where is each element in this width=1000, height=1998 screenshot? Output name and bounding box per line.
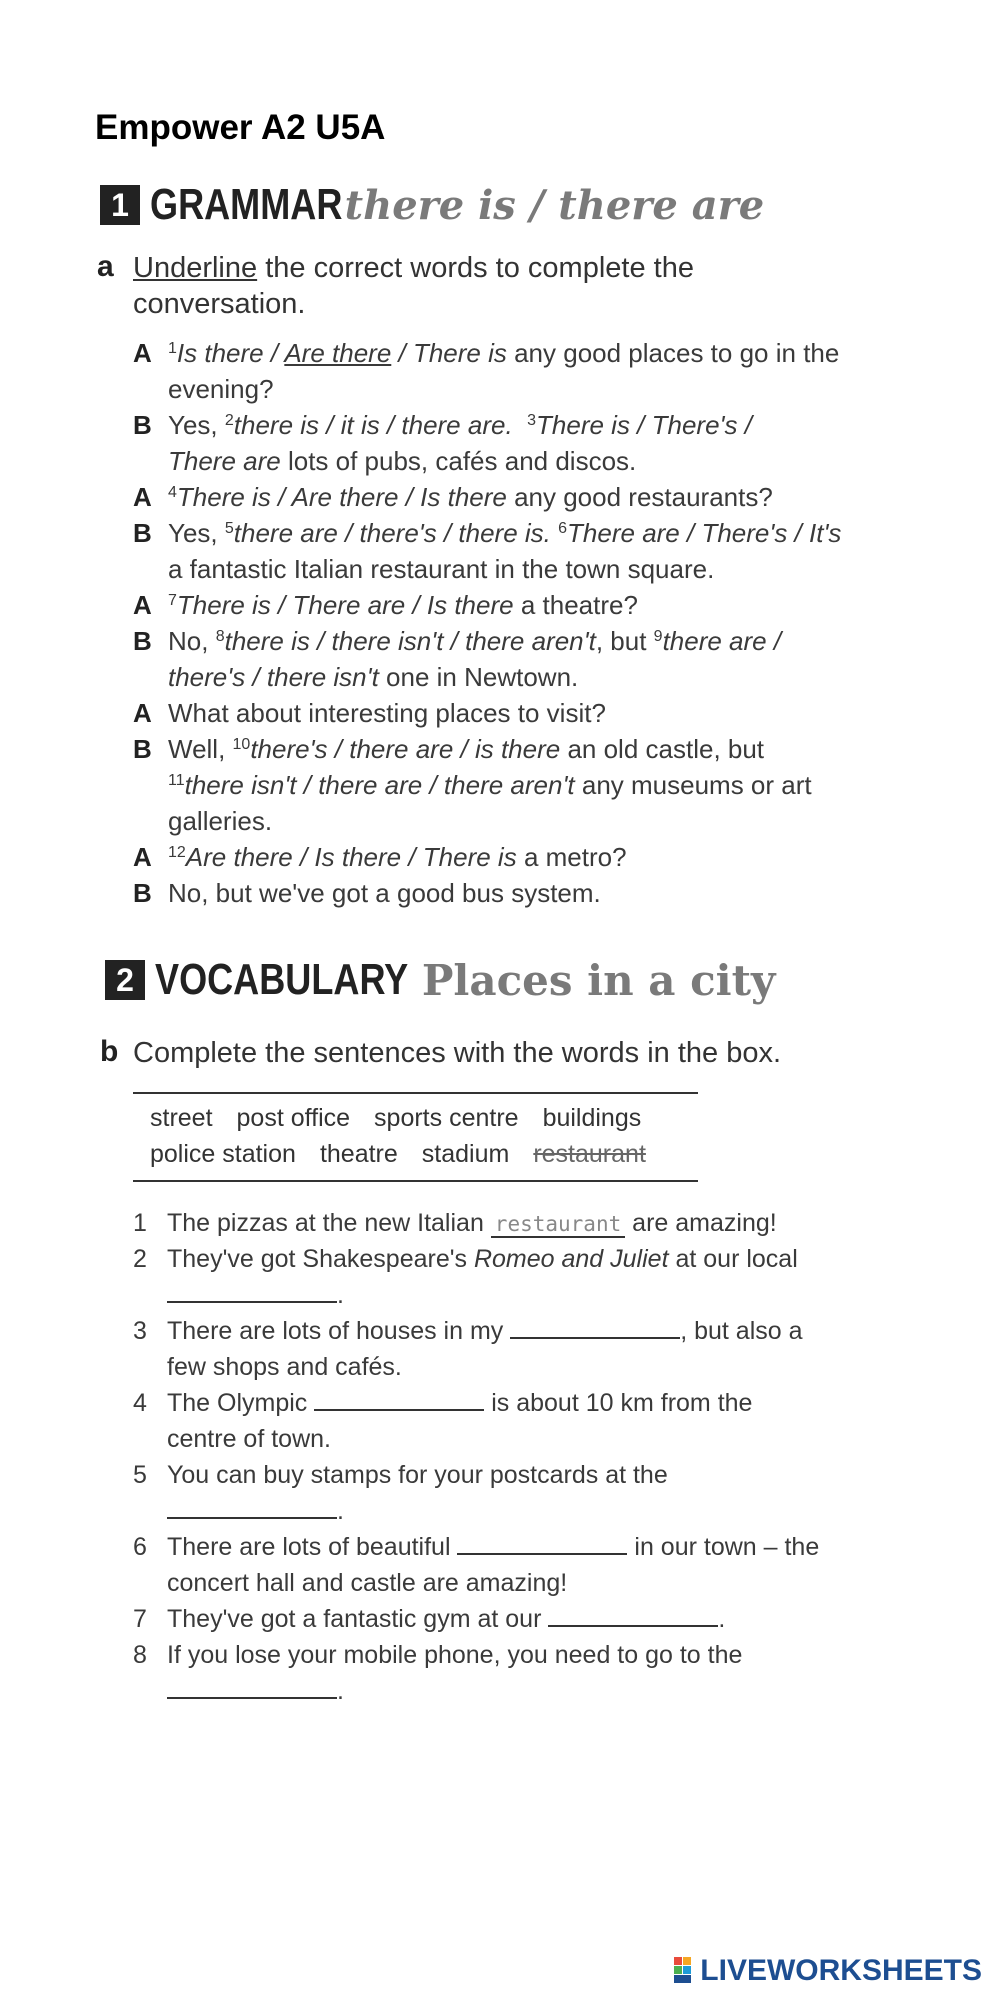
line-text: a fantastic Italian restaurant in the town square. [168, 554, 715, 584]
conversation-line [133, 479, 841, 515]
question-number: 10 [232, 736, 251, 753]
word-box-top-rule [133, 1092, 698, 1094]
speaker-label: B [133, 626, 152, 656]
answer-blank[interactable] [167, 1493, 337, 1519]
choice-options[interactable]: There is / There's / [536, 410, 752, 440]
line-text: No, [168, 626, 216, 656]
question-number: 4 [168, 484, 177, 501]
exercise-letter: b [100, 1035, 119, 1068]
conversation-line [133, 839, 841, 875]
question-number: 11 [168, 772, 185, 789]
line-text: any good places to go in the [506, 338, 840, 368]
sentence-text-italic: Romeo and Juliet [473, 1245, 669, 1273]
word-box-item: street [150, 1104, 213, 1132]
question-number: 1 [168, 340, 177, 357]
sentence-text: You can buy stamps for your postcards at the [167, 1461, 668, 1489]
conversation-line [133, 371, 841, 407]
sentence-text: centre of town. [167, 1425, 331, 1453]
sentence-number: 3 [133, 1317, 147, 1345]
word-box-item: buildings [542, 1104, 642, 1132]
sentence-item: . [133, 1493, 819, 1529]
question-number: 9 [653, 628, 663, 645]
speaker-label: A [133, 338, 152, 368]
word-box-row [150, 1140, 670, 1169]
line-text: Yes, [168, 518, 225, 548]
answer-blank[interactable] [510, 1313, 680, 1339]
sentence-item [133, 1637, 819, 1673]
liveworksheets-logo-icon [674, 1957, 700, 1985]
question-number: 7 [168, 592, 177, 609]
answer-blank[interactable] [457, 1529, 627, 1555]
choice-options[interactable]: There is / Are there / Is there [176, 482, 507, 512]
section-title: GRAMMAR [150, 180, 343, 229]
exercise-instruction [133, 250, 694, 322]
word-box-row [150, 1104, 665, 1133]
speaker-label: B [133, 410, 152, 440]
speaker-label: A [133, 482, 152, 512]
conversation-line [133, 695, 841, 731]
word-box-bottom-rule [133, 1180, 698, 1182]
speaker-label: A [133, 698, 152, 728]
sentence-text: are amazing! [625, 1209, 777, 1237]
sentence-text: There are lots of beautiful [167, 1533, 458, 1561]
speaker-label: B [133, 734, 152, 764]
line-text: a theatre? [513, 590, 638, 620]
word-box-item: stadium [421, 1140, 510, 1168]
line-text: any good restaurants? [506, 482, 773, 512]
line-text: What about interesting places to visit? [168, 698, 606, 728]
sentence-number: 2 [133, 1245, 147, 1273]
conversation-line [133, 443, 841, 479]
sentence-number: 1 [133, 1209, 147, 1237]
sentence-item [133, 1349, 819, 1385]
sentence-item: . [133, 1673, 819, 1709]
choice-options[interactable]: there's / there isn't [168, 662, 379, 692]
conversation-line [133, 587, 841, 623]
choice-options[interactable]: There are / There's / It's [567, 518, 842, 548]
question-number: 6 [558, 520, 568, 537]
instruction-underlined-word: Underline [133, 252, 258, 284]
answer-blank[interactable] [167, 1673, 337, 1699]
line-text: No, but we've got a good bus system. [168, 878, 601, 908]
sentence-text: concert hall and castle are amazing! [167, 1569, 568, 1597]
sentence-text: The pizzas at the new Italian [167, 1209, 491, 1237]
sentence-text: in our town – the [627, 1533, 820, 1561]
question-number: 5 [224, 520, 234, 537]
exercise-letter: a [97, 250, 114, 283]
sentence-text: , but also a [680, 1317, 803, 1345]
line-text: galleries. [168, 806, 273, 836]
section-subtitle: Places in a city [421, 955, 776, 1005]
section-number-badge: 2 [105, 960, 145, 1000]
conversation-line [133, 875, 841, 911]
conversation-line [133, 659, 841, 695]
conversation-line [133, 551, 841, 587]
choice-options[interactable]: there is / it is / there are. [233, 410, 513, 440]
line-text: any museums or art [574, 770, 812, 800]
sentence-item [133, 1529, 819, 1565]
sentence-item [133, 1205, 819, 1241]
sentence-text: The Olympic [167, 1389, 315, 1417]
answer-blank[interactable] [548, 1601, 718, 1627]
answer-blank[interactable] [167, 1277, 337, 1303]
sentence-number: 7 [133, 1605, 147, 1633]
logo-text: LIVEWORKSHEETS [700, 1954, 982, 1987]
choice-options[interactable]: Are there / Is there / There is [185, 842, 517, 872]
instruction-text: the correct words to complete the [257, 252, 694, 284]
sentence-text: is about 10 km from the [484, 1389, 753, 1417]
word-box-item-used: restaurant [533, 1140, 646, 1168]
conversation-line [133, 623, 841, 659]
sentence-item [133, 1385, 819, 1421]
example-answer: restaurant [491, 1212, 625, 1238]
speaker-label: A [133, 842, 152, 872]
line-text: a metro? [516, 842, 627, 872]
section-title: VOCABULARY [155, 955, 409, 1004]
conversation-line [133, 407, 841, 443]
sentence-item [133, 1421, 819, 1457]
question-number: 12 [168, 844, 186, 861]
sentence-text: at our local [668, 1245, 798, 1273]
section-number-badge: 1 [100, 185, 140, 225]
line-text: , but [595, 626, 654, 656]
choice-options[interactable]: there are / there's / there is. [233, 518, 551, 548]
conversation-line [133, 515, 841, 551]
sentence-number: 4 [133, 1389, 147, 1417]
document-title: Empower A2 U5A [95, 108, 386, 147]
sentence-item [133, 1313, 819, 1349]
question-number: 2 [224, 412, 234, 429]
sentence-item: . [133, 1277, 819, 1313]
speaker-label: B [133, 878, 152, 908]
line-text: evening? [168, 374, 274, 404]
line-text: lots of pubs, cafés and discos. [280, 446, 637, 476]
choice-options[interactable]: There are [168, 446, 281, 476]
choice-options[interactable]: There is / There are / Is there [176, 590, 514, 620]
sentence-text: If you lose your mobile phone, you need to go to the [167, 1641, 743, 1669]
answer-blank[interactable] [314, 1385, 484, 1411]
word-box-item: sports centre [374, 1104, 519, 1132]
conversation-line [133, 731, 841, 767]
conversation-line [133, 767, 841, 803]
sentence-number: 5 [133, 1461, 147, 1489]
sentence-text: They've got a fantastic gym at our [167, 1605, 549, 1633]
question-number: 3 [527, 412, 537, 429]
sentence-item: 7 They've got a fantastic gym at our . [133, 1601, 819, 1637]
grammar-heading [100, 180, 764, 230]
vocabulary-heading [105, 955, 775, 1005]
question-number: 8 [215, 628, 225, 645]
conversation-line [133, 335, 841, 371]
choice-options[interactable]: Is there / [176, 338, 285, 368]
choice-options[interactable]: there's / there are / is there [250, 734, 561, 764]
sentence-number: 6 [133, 1533, 147, 1561]
sentence-text: few shops and cafés. [167, 1353, 402, 1381]
speaker-label: A [133, 590, 152, 620]
sentence-item [133, 1241, 819, 1277]
line-text: an old castle, but [560, 734, 765, 764]
section-subtitle: there is / there are [344, 181, 765, 229]
sentence-list [133, 1205, 819, 1709]
line-text: Well, [168, 734, 233, 764]
choice-options[interactable]: there is / there isn't / there aren't [224, 626, 596, 656]
sentence-item [133, 1457, 819, 1493]
line-text: one in Newtown. [378, 662, 579, 692]
sentence-item [133, 1565, 819, 1601]
sentence-text: There are lots of houses in my [167, 1317, 511, 1345]
sentence-number: 8 [133, 1641, 147, 1669]
line-text: Yes, [168, 410, 225, 440]
underlined-answer[interactable]: Are there [284, 338, 392, 368]
liveworksheets-logo[interactable] [674, 1954, 982, 1988]
sentence-text: They've got Shakespeare's [167, 1245, 474, 1273]
speaker-label: B [133, 518, 152, 548]
word-box-item: post office [236, 1104, 351, 1132]
instruction-text-line2: conversation. [133, 288, 306, 320]
choice-options[interactable]: there isn't / there are / there aren't [184, 770, 575, 800]
choice-options[interactable]: there are / [662, 626, 782, 656]
conversation-line [133, 803, 841, 839]
word-box-item: police station [150, 1140, 296, 1168]
word-box-item: theatre [319, 1140, 398, 1168]
exercise-instruction: Complete the sentences with the words in the box. [133, 1037, 782, 1069]
conversation [133, 335, 841, 911]
choice-options[interactable]: / There is [391, 338, 507, 368]
